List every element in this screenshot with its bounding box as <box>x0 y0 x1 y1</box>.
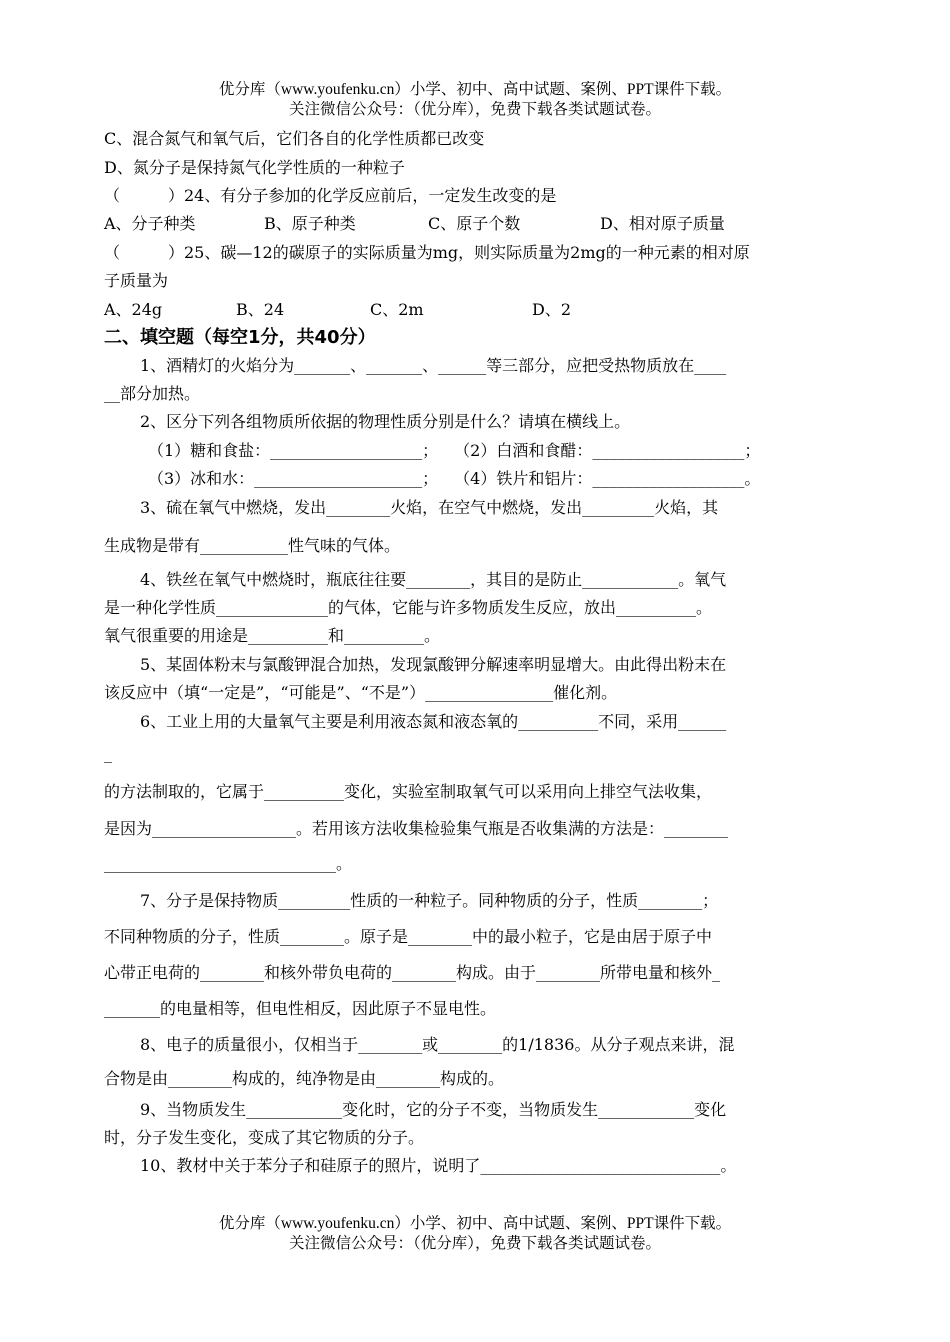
section-2-title: 二、填空题（每空1分，共40分） <box>104 327 376 348</box>
fill-q6-line-1-overflow: _ <box>104 744 112 763</box>
fill-q2-row-2: （3）冰和水：_____________________； （4）铁片和铝片：___________________。 <box>148 469 761 488</box>
footer-line-1: 优分库（www.youfenku.cn）小学、初中、高中试题、案例、PPT课件下载。 <box>218 1215 732 1232</box>
footer-line-2: 关注微信公众号：（优分库），免费下载各类试题试卷。 <box>288 1235 661 1252</box>
q24-option-a: A、分子种类 <box>104 214 196 233</box>
q25-stem-line-1: （ ）25、碳—12的碳原子的实际质量为mg，则实际质量为2mg的一种元素的相对原 <box>104 243 750 262</box>
fill-q6-line-3: 是因为__________________。若用该方法收集检验集气瓶是否收集满的方法是：________ <box>104 819 729 838</box>
choice-c-option: C、混合氮气和氧气后，它们各自的化学性质都已改变 <box>104 129 485 148</box>
fill-q3-line-1: 3、硫在氧气中燃烧，发出________火焰，在空气中燃烧，发出_________火焰，其 <box>140 498 719 517</box>
header-line-2: 关注微信公众号：（优分库），免费下载各类试题试卷。 <box>288 101 661 118</box>
q24-option-b: B、原子种类 <box>264 214 356 233</box>
fill-q2-stem: 2、区分下列各组物质所依据的物理性质分别是什么？请填在横线上。 <box>140 412 631 431</box>
fill-q7-line-4: _______的电量相等，但电性相反，因此原子不显电性。 <box>104 999 497 1018</box>
q25-option-d: D、2 <box>532 300 572 319</box>
fill-q9-line-1: 9、当物质发生____________变化时，它的分子不变，当物质发生____________变化 <box>140 1100 727 1119</box>
choice-d-option: D、氮分子是保持氮气化学性质的一种粒子 <box>104 158 405 177</box>
fill-q8-line-1: 8、电子的质量很小，仅相当于________或________的1/1836。从分子观点来讲，混 <box>140 1035 735 1054</box>
fill-q7-line-3: 心带正电荷的________和核外带负电荷的________构成。由于________所带电量和核外_ <box>104 963 721 982</box>
fill-q6-line-2: 的方法制取的，它属于__________变化，实验室制取氧气可以采用向上排空气法收集， <box>104 782 713 801</box>
fill-q6-line-4: _____________________________。 <box>104 854 353 873</box>
fill-q4-line-2: 是一种化学性质______________的气体，它能与许多物质发生反应，放出__________。 <box>104 598 713 617</box>
fill-q7-line-1: 7、分子是保持物质_________性质的一种粒子。同种物质的分子，性质________； <box>140 891 719 910</box>
fill-q2-row-1: （1）糖和食盐：___________________； （2）白酒和食醋：___________________； <box>148 441 761 460</box>
header-line-1: 优分库（www.youfenku.cn）小学、初中、高中试题、案例、PPT课件下载。 <box>218 81 732 98</box>
q25-stem-line-2: 子质量为 <box>104 271 169 290</box>
fill-q7-line-2: 不同种物质的分子，性质________。原子是________中的最小粒子，它是由居于原子中 <box>104 927 713 946</box>
fill-q3-line-2: 生成物是带有___________性气味的气体。 <box>104 536 401 555</box>
q25-option-b: B、24 <box>236 300 285 319</box>
fill-q5-line-2: 该反应中（填“一定是”，“可能是”、“不是”）________________催化剂。 <box>104 683 618 702</box>
q25-option-a: A、24g <box>104 300 163 319</box>
fill-q6-line-1: 6、工业上用的大量氧气主要是利用液态氮和液态氧的__________不同，采用______ <box>140 712 727 731</box>
q24-option-c: C、原子个数 <box>428 214 521 233</box>
fill-q1-line-2: __部分加热。 <box>104 384 201 403</box>
fill-q5-line-1: 5、某固体粉末与氯酸钾混合加热，发现氯酸钾分解速率明显增大。由此得出粉末在 <box>140 655 727 674</box>
fill-q1-line-1: 1、酒精灯的火焰分为_______、_______、______等三部分，应把受热物质放在____ <box>140 356 727 375</box>
fill-q4-line-3: 氧气很重要的用途是__________和__________。 <box>104 626 441 645</box>
fill-q4-line-1: 4、铁丝在氧气中燃烧时，瓶底往往要________，其目的是防止____________。氧气 <box>140 570 727 589</box>
fill-q10-line-1: 10、教材中关于苯分子和硅原子的照片，说明了______________________________。 <box>140 1156 737 1175</box>
page-header <box>0 80 950 120</box>
fill-q9-line-2: 时，分子发生变化，变成了其它物质的分子。 <box>104 1128 425 1147</box>
q24-option-d: D、相对原子质量 <box>600 214 725 233</box>
page-footer <box>0 1214 950 1254</box>
q25-option-c: C、2m <box>370 300 424 319</box>
fill-q8-line-2: 合物是由________构成的，纯净物是由________构成的。 <box>104 1069 505 1088</box>
q24-stem: （ ）24、有分子参加的化学反应前后，一定发生改变的是 <box>104 186 557 205</box>
